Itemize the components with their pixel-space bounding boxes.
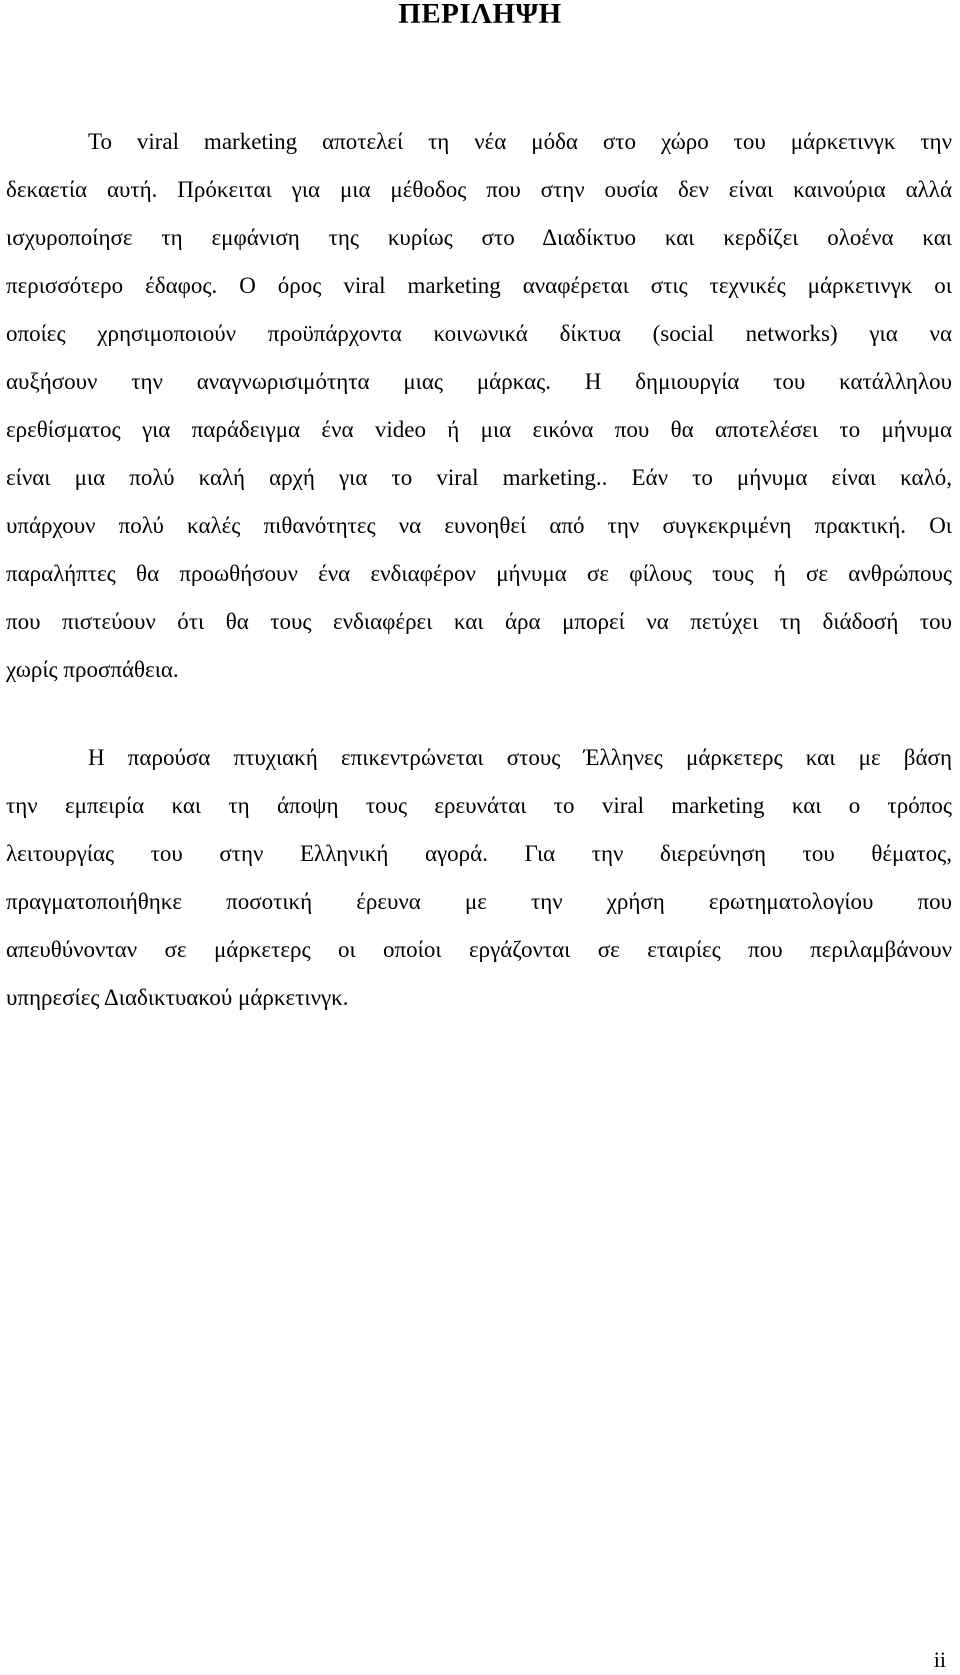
paragraph-line: Το viral marketing αποτελεί τη νέα μόδα στο χώρο του μάρκετινγκ την (88, 129, 952, 154)
paragraph-line: λειτουργίας του στην Ελληνική αγορά. Για την διερεύνηση του θέματος, (6, 841, 952, 866)
paragraph-line: οποίες χρησιμοποιούν προϋπάρχοντα κοινωνικά δίκτυα (social networks) για να (6, 321, 952, 346)
paragraph-line: υπάρχουν πολύ καλές πιθανότητες να ευνοηθεί από την συγκεκριμένη πρακτική. Οι (6, 513, 952, 538)
page-title: ΠΕΡΙΛΗΨΗ (398, 0, 562, 30)
paragraph-line: περισσότερο έδαφος. Ο όρος viral marketing αναφέρεται στις τεχνικές μάρκετινγκ οι (6, 273, 952, 298)
paragraph-line: πραγματοποιήθηκε ποσοτική έρευνα με την χρήση ερωτηματολογίου που (6, 889, 952, 914)
paragraph-line: δεκαετία αυτή. Πρόκειται για μια μέθοδος που στην ουσία δεν είναι καινούρια αλλά (6, 177, 952, 202)
paragraph-line: αυξήσουν την αναγνωρισιμότητα μιας μάρκας. Η δημιουργία του κατάλληλου (6, 369, 952, 394)
paragraph-2 (6, 734, 952, 1022)
page-number: ii (933, 1647, 946, 1672)
paragraph-line: ερεθίσματος για παράδειγμα ένα video ή μια εικόνα που θα αποτελέσει το μήνυμα (6, 417, 952, 442)
paragraph-line: παραλήπτες θα προωθήσουν ένα ενδιαφέρον μήνυμα σε φίλους τους ή σε ανθρώπους (6, 561, 952, 586)
paragraph-line: την εμπειρία και τη άποψη τους ερευνάται το viral marketing και ο τρόπος (6, 793, 952, 818)
paragraph-line: είναι μια πολύ καλή αρχή για το viral marketing.. Εάν το μήνυμα είναι καλό, (6, 465, 952, 490)
paragraph-line: υπηρεσίες Διαδικτυακού μάρκετινγκ. (6, 985, 349, 1010)
paragraph-line: που πιστεύουν ότι θα τους ενδιαφέρει και άρα μπορεί να πετύχει τη διάδοσή του (6, 609, 952, 634)
paragraph-line: απευθύνονταν σε μάρκετερς οι οποίοι εργάζονται σε εταιρίες που περιλαμβάνουν (6, 937, 952, 962)
paragraph-1 (6, 118, 952, 694)
paragraph-line: Η παρούσα πτυχιακή επικεντρώνεται στους Έλληνες μάρκετερς και με βάση (88, 745, 952, 770)
paragraph-line: ισχυροποίησε τη εμφάνιση της κυρίως στο Διαδίκτυο και κερδίζει ολοένα και (6, 225, 952, 250)
paragraph-line: χωρίς προσπάθεια. (6, 657, 179, 682)
